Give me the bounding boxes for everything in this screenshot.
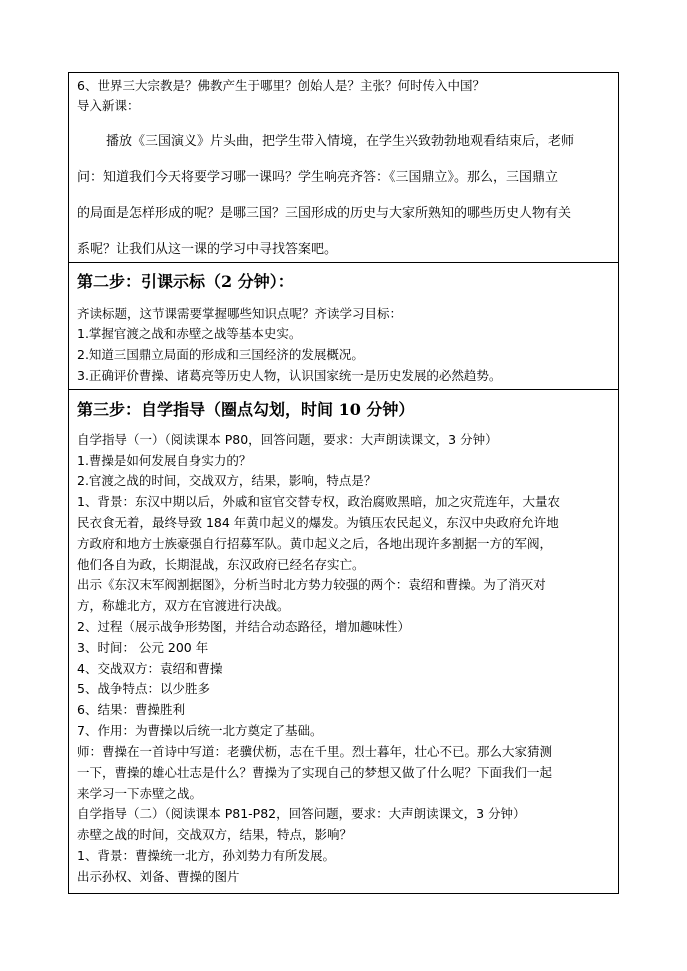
intro-paragraph-line: 播放《三国演义》片头曲，把学生带入情境，在学生兴致勃勃地观看结束后，老师 [106, 134, 575, 149]
intro-label: 导入新课： [77, 98, 140, 113]
step3-line: 自学指导（二）（阅读课本 P81-P82，回答问题，要求：大声朗读课文，3 分钟） [77, 806, 526, 821]
intro-paragraph-line: 的局面是怎样形成的呢？是哪三国？三国形成的历史与大家所熟知的哪些历史人物有关 [77, 206, 572, 221]
step2-line: 1.掌握官渡之战和赤壁之战等基本史实。 [77, 326, 302, 341]
step2-heading: 第二步：引课示标（2 分钟）： [77, 272, 294, 291]
step3-line: 赤壁之战的时间，交战双方，结果，特点，影响？ [77, 827, 353, 842]
step3-line: 出示孙权、刘备、曹操的图片 [77, 869, 240, 884]
step3-line: 6、结果：曹操胜利 [77, 702, 185, 717]
step3-line: 1、背景：东汉中期以后，外戚和宦官交替专权，政治腐败黑暗，加之灾荒连年，大量农 [77, 494, 560, 509]
intro-paragraph-line: 问：知道我们今天将要学习哪一课吗？学生响亮齐答：《三国鼎立》。那么，三国鼎立 [77, 170, 559, 185]
question-6: 6、世界三大宗教是？佛教产生于哪里？创始人是？主张？何时传入中国？ [77, 78, 485, 93]
step3-line: 一下，曹操的雄心壮志是什么？曹操为了实现自己的梦想又做了什么呢？下面我们一起 [77, 765, 553, 780]
step3-line: 方政府和地方士族豪强自行招募军队。黄巾起义之后，各地出现许多割据一方的军阀， [77, 536, 553, 551]
step2-line: 齐读标题，这节课需要掌握哪些知识点呢？齐读学习目标： [77, 306, 403, 321]
step3-line: 2、过程（展示战争形势图，并结合动态路径，增加趣味性） [77, 619, 410, 634]
row-divider [69, 389, 618, 390]
step3-line: 7、作用：为曹操以后统一北方奠定了基础。 [77, 723, 323, 738]
step3-heading: 第三步：自学指导（圈点勾划，时间 10 分钟） [77, 400, 415, 419]
step3-line: 方，称雄北方，双方在官渡进行决战。 [77, 598, 290, 613]
intro-paragraph-line: 系呢？让我们从这一课的学习中寻找答案吧。 [77, 242, 338, 257]
step3-line: 民衣食无着，最终导致 184 年黄巾起义的爆发。为镇压农民起义，东汉中央政府允许地 [77, 515, 559, 530]
step3-line: 4、交战双方：袁绍和曹操 [77, 661, 223, 676]
step3-line: 5、战争特点：以少胜多 [77, 681, 210, 696]
row-divider [69, 262, 618, 263]
step3-line: 自学指导（一）（阅读课本 P80，回答问题，要求：大声朗读课文，3 分钟） [77, 432, 498, 447]
step3-line: 师：曹操在一首诗中写道：老骥伏枥，志在千里。烈士暮年，壮心不已。那么大家猜测 [77, 744, 553, 759]
lesson-plan-table [68, 72, 619, 894]
step2-line: 3.正确评价曹操、诸葛亮等历史人物，认识国家统一是历史发展的必然趋势。 [77, 368, 502, 383]
step3-line: 来学习一下赤壁之战。 [77, 786, 203, 801]
step3-line: 出示《东汉末军阀割据图》，分析当时北方势力较强的两个：袁绍和曹操。为了消灭对 [77, 577, 546, 592]
step3-line: 他们各自为政，长期混战，东汉政府已经名存实亡。 [77, 557, 365, 572]
step2-line: 2.知道三国鼎立局面的形成和三国经济的发展概况。 [77, 347, 364, 362]
step3-line: 3、时间： 公元 200 年 [77, 640, 209, 655]
step3-line: 2.官渡之战的时间，交战双方，结果，影响，特点是？ [77, 473, 377, 488]
step3-line: 1.曹操是如何发展自身实力的？ [77, 453, 252, 468]
step3-line: 1、背景：曹操统一北方，孙刘势力有所发展。 [77, 848, 335, 863]
